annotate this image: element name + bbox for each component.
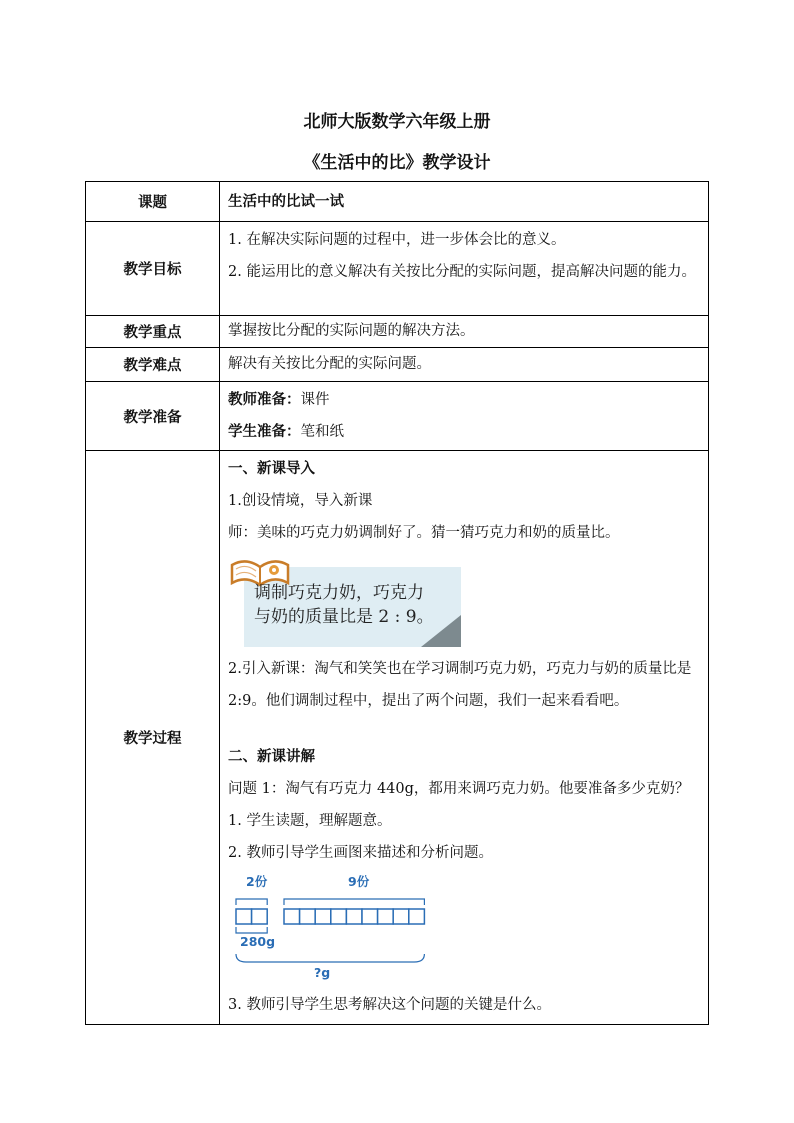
preparation-content bbox=[220, 382, 709, 451]
diagram-right-label: 9份 bbox=[348, 874, 370, 889]
process-text: 2.引入新课：淘气和笑笑也在学习调制巧克力奶，巧克力与奶的质量比是 2:9。他们调制过程中，提出了两个问题，我们一起来看看吧。 bbox=[228, 661, 692, 709]
left-part-box bbox=[252, 909, 268, 924]
right-top-brace bbox=[284, 899, 424, 905]
difficulties-value: 解决有关按比分配的实际问题。 bbox=[220, 348, 709, 382]
left-top-brace bbox=[236, 899, 267, 905]
process-item: 1. 学生读题，理解题意。 bbox=[228, 813, 392, 829]
right-part-box bbox=[331, 909, 347, 924]
process-content bbox=[220, 451, 709, 1025]
student-preparation bbox=[228, 416, 702, 448]
table-row-process bbox=[86, 451, 709, 1025]
right-part-box bbox=[393, 909, 409, 924]
table-row-preparation bbox=[86, 382, 709, 451]
right-part-box bbox=[300, 909, 316, 924]
table-row-topic bbox=[86, 182, 709, 222]
diagram-total-label: ?g bbox=[314, 965, 331, 980]
left-part-box bbox=[236, 909, 252, 924]
diagram-bottom-left-label: 280g bbox=[240, 934, 276, 949]
ratio-diagram bbox=[234, 875, 434, 985]
row-label-goals: 教学目标 bbox=[86, 222, 220, 316]
ratio-card bbox=[228, 555, 461, 647]
ratio-card-text bbox=[254, 581, 434, 629]
right-part-box bbox=[315, 909, 331, 924]
left-bottom-brace bbox=[236, 927, 267, 933]
right-part-box bbox=[378, 909, 394, 924]
row-label-preparation: 教学准备 bbox=[86, 382, 220, 451]
teacher-prep-value: 课件 bbox=[300, 392, 330, 408]
total-bottom-brace bbox=[236, 954, 424, 962]
ratio-card-line: 调制巧克力奶，巧克力 bbox=[254, 583, 424, 603]
section-heading-lesson: 二、新课讲解 bbox=[228, 749, 315, 765]
goal-item: 2. 能运用比的意义解决有关按比分配的实际问题，提高解决问题的能力。 bbox=[228, 264, 696, 280]
right-part-box bbox=[362, 909, 378, 924]
process-item: 3. 教师引导学生思考解决这个问题的关键是什么。 bbox=[228, 997, 551, 1013]
row-label-process: 教学过程 bbox=[86, 451, 220, 1025]
section-heading-intro: 一、新课导入 bbox=[228, 461, 315, 477]
table-row-difficulties bbox=[86, 348, 709, 382]
process-step: 1.创设情境，导入新课 bbox=[228, 493, 373, 509]
document-subtitle: 《生活中的比》教学设计 bbox=[303, 153, 491, 173]
student-prep-label: 学生准备： bbox=[228, 424, 301, 440]
lesson-plan-table bbox=[85, 181, 709, 1025]
ratio-card-line: 与奶的质量比是 2 : 9。 bbox=[254, 607, 434, 627]
right-part-box bbox=[409, 909, 425, 924]
process-item: 2. 教师引导学生画图来描述和分析问题。 bbox=[228, 845, 493, 861]
ratio-diagram-drawing bbox=[234, 875, 434, 985]
table-row-key-points bbox=[86, 316, 709, 348]
row-label-topic: 课题 bbox=[86, 182, 220, 222]
key-points-value: 掌握按比分配的实际问题的解决方法。 bbox=[220, 316, 709, 348]
row-label-difficulties: 教学难点 bbox=[86, 348, 220, 382]
teacher-prep-label: 教师准备： bbox=[228, 392, 301, 408]
goals-content bbox=[220, 222, 709, 316]
right-part-box bbox=[284, 909, 300, 924]
document-title: 北师大版数学六年级上册 bbox=[303, 112, 491, 132]
teacher-preparation bbox=[228, 384, 702, 416]
process-text: 师：美味的巧克力奶调制好了。猜一猜巧克力和奶的质量比。 bbox=[228, 525, 620, 541]
student-prep-value: 笔和纸 bbox=[300, 424, 344, 440]
question-text: 问题 1：淘气有巧克力 440g，都用来调巧克力奶。他要准备多少克奶？ bbox=[228, 781, 690, 797]
topic-value: 生活中的比试一试 bbox=[220, 182, 709, 222]
diagram-left-label: 2份 bbox=[246, 874, 268, 889]
right-part-box bbox=[346, 909, 362, 924]
row-label-key-points: 教学重点 bbox=[86, 316, 220, 348]
table-row-goals bbox=[86, 222, 709, 316]
goal-item: 1. 在解决实际问题的过程中，进一步体会比的意义。 bbox=[228, 232, 566, 248]
